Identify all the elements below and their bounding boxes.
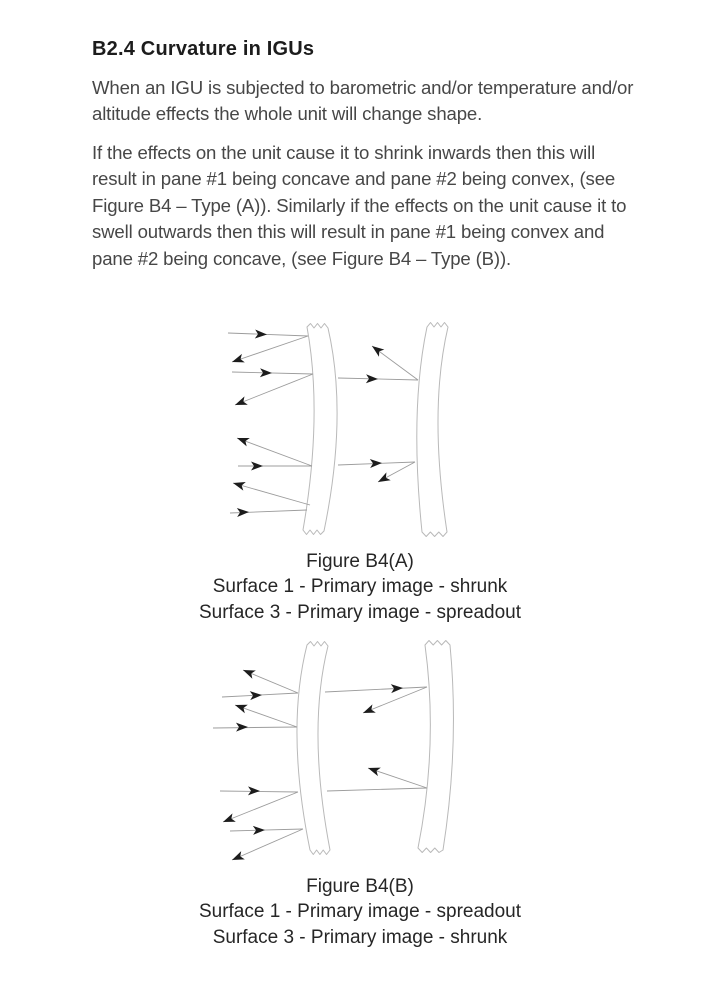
ray-arrowhead-icon xyxy=(376,472,391,486)
light-ray xyxy=(237,438,312,466)
ray-arrowhead-icon xyxy=(233,396,247,409)
glass-pane xyxy=(297,642,330,855)
glass-pane xyxy=(417,323,448,537)
ray-arrowhead-icon xyxy=(369,342,384,356)
light-ray xyxy=(232,829,303,860)
light-ray xyxy=(228,333,308,336)
light-ray xyxy=(232,372,313,374)
paragraph-intro: When an IGU is subjected to barometric and/or temperature and/or altitude effects the whole unit will change shape. xyxy=(92,77,634,125)
ray-arrowhead-icon xyxy=(233,701,247,713)
light-ray xyxy=(368,768,427,788)
light-ray xyxy=(232,336,308,362)
ray-arrowhead-icon xyxy=(370,459,382,468)
figure-b4a-title: Figure B4(A) xyxy=(306,551,414,572)
paragraph-effects: If the effects on the unit cause it to shrink inwards then this will result in pane #1 being concave and pane #2 being convex, (see Figure B4 – Type (A)). Similarly if the effects on the unit cause it to swell outwards then this will result in pane #1 being convex and pane #2 being concave, (see Figure B4 – Type (B)). xyxy=(92,142,627,269)
ray-arrowhead-icon xyxy=(232,479,246,491)
light-ray xyxy=(327,788,427,791)
light-ray xyxy=(223,792,298,822)
ray-arrowhead-icon xyxy=(230,851,245,864)
glass-pane xyxy=(303,324,337,535)
figure-b4b-title: Figure B4(B) xyxy=(306,876,414,897)
ray-arrowhead-icon xyxy=(361,704,376,717)
light-ray xyxy=(325,687,427,692)
light-ray xyxy=(230,829,303,831)
figure-b4b-surface1-label: Surface 1 - Primary image - spreadout xyxy=(198,901,522,923)
light-ray xyxy=(235,374,313,405)
light-ray xyxy=(213,727,297,728)
light-ray xyxy=(235,705,297,727)
ray-arrowhead-icon xyxy=(221,813,235,826)
figure-b4b-caption xyxy=(0,874,720,950)
light-ray xyxy=(233,483,310,505)
section-heading: B2.4 Curvature in IGUs xyxy=(92,38,315,60)
figure-b4a-surface3-label: Surface 3 - Primary image - spreadout xyxy=(198,601,522,623)
figure-b4a-surface1-label: Surface 1 - Primary image - shrunk xyxy=(212,576,508,598)
ray-arrowhead-icon xyxy=(241,666,256,679)
ray-arrowhead-icon xyxy=(235,434,249,447)
figure-b4b-surface3-label: Surface 3 - Primary image - shrunk xyxy=(212,926,508,948)
ray-arrowhead-icon xyxy=(248,786,260,795)
figure-b4a-diagram xyxy=(200,315,480,545)
glass-pane xyxy=(418,641,453,853)
ray-arrowhead-icon xyxy=(231,354,245,366)
ray-arrowhead-icon xyxy=(367,764,381,776)
figure-b4b-diagram xyxy=(200,635,480,870)
figure-b4a-caption xyxy=(0,549,720,625)
ray-arrowhead-icon xyxy=(236,723,248,732)
